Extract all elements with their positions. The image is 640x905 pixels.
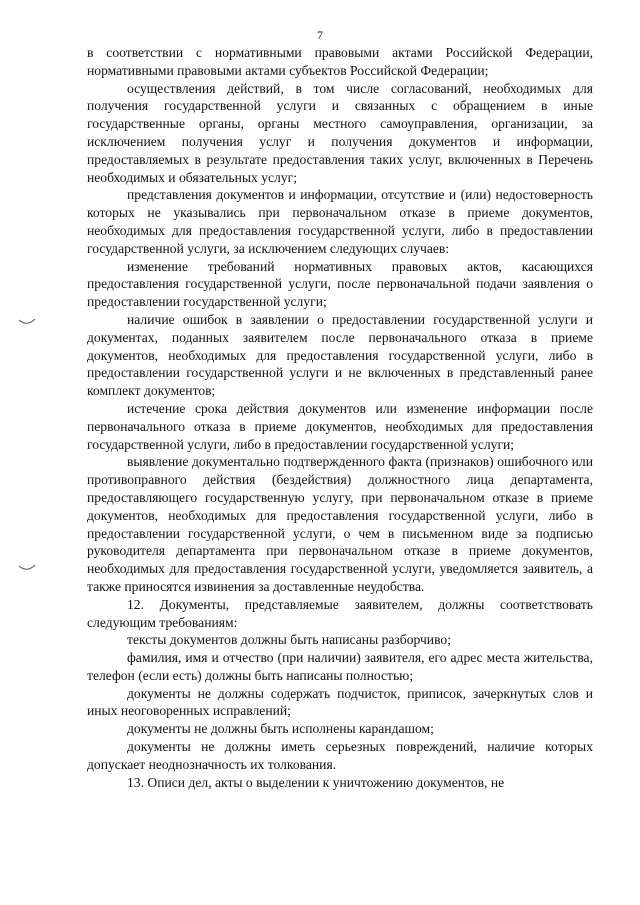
paragraph: истечение срока действия документов или изменение информации после первоначального отказа в приеме документов, необходимых для предоставления государственной услуги, либо в предоставлении государственной услуги; — [87, 400, 593, 452]
paragraph: 13. Описи дел, акты о выделении к уничтожению документов, не — [127, 774, 505, 790]
paragraph: в соответствии с нормативными правовыми актами Российской Федерации, нормативными правовыми актами субъектов Российской Федерации; — [87, 45, 593, 78]
paragraph: документы не должны содержать подчисток, приписок, зачеркнутых слов и иных неоговоренных исправлений; — [87, 685, 593, 719]
paragraph: документы не должны иметь серьезных повреждений, наличие которых допускает неоднозначность их толкования. — [87, 739, 593, 772]
binding-hole-mark-icon — [18, 318, 36, 326]
paragraph: документы не должны быть исполнены карандашом; — [127, 721, 434, 737]
page-number: 7 — [317, 28, 323, 42]
paragraph: изменение требований нормативных правовых актов, касающихся предоставления государственной услуги, после первоначальной подачи заявления о предоставлении государственной услуги; — [87, 258, 593, 310]
paragraph: наличие ошибок в заявлении о предоставлении государственной услуги и документах, поданных заявителем после первоначального отказа в приеме документов, необходимых для предоставления государственной услуги, либо в предоставлении государственной услуги и не включенных в представленный ранее комплект документов; — [87, 311, 593, 399]
paragraph: тексты документов должны быть написаны разборчиво; — [127, 632, 451, 648]
paragraph: представления документов и информации, отсутствие и (или) недостоверность которых не указывались при первоначальном отказе в приеме документов, необходимых для предоставления государственной услуги, либо в предоставлении государственной услуги, за исключением следующих случаев: — [87, 187, 593, 256]
paragraph: фамилия, имя и отчество (при наличии) заявителя, его адрес места жительства, телефон (если есть) должны быть написаны полностью; — [87, 650, 593, 683]
document-body — [87, 44, 593, 791]
paragraph: 12. Документы, представляемые заявителем, должны соответствовать следующим требованиям: — [87, 596, 593, 630]
paragraph: выявление документально подтвержденного факта (признаков) ошибочного или противоправного действия (бездействия) должностного лица департамента, предоставляющего государственную услугу, при первоначальном отказе в приеме документов, необходимых для предоставления государственной услуги, либо в предоставлении государственной услуги, о чем в письменном виде за подписью руководителя департамента при первоначальном отказе в приеме документов, необходимых для предоставления государственной услуги, уведомляется заявитель, а также приносятся извинения за доставленные неудобства. — [87, 454, 593, 594]
binding-hole-mark-icon — [18, 564, 36, 572]
paragraph: осуществления действий, в том числе согласований, необходимых для получения государственной услуги и связанных с обращением в иные государственные органы, органы местного самоуправления, организации, за исключением получения услуг и получения документов и информации, предоставляемых в результате предоставления таких услуг, включенных в Перечень необходимых и обязательных услуг; — [87, 80, 593, 185]
